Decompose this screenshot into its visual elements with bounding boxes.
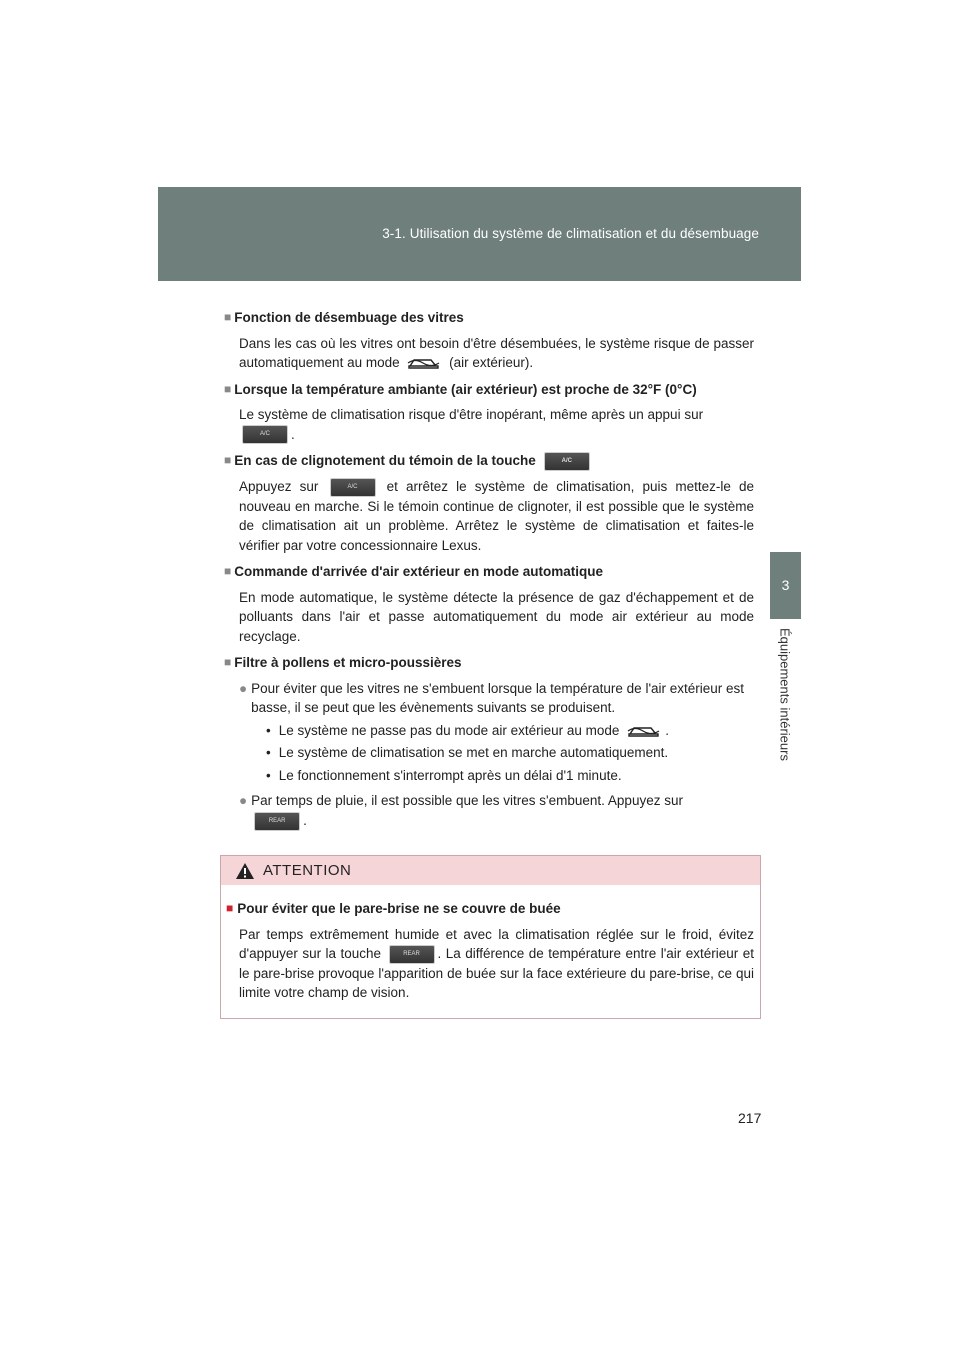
square-bullet-icon: ■ xyxy=(224,310,232,324)
section-title: ■ Lorsque la température ambiante (air extérieur) est proche de 32°F (0°C) xyxy=(224,380,754,400)
red-square-bullet-icon: ■ xyxy=(226,901,234,915)
section-title: ■ Filtre à pollens et micro-poussières xyxy=(224,653,754,673)
square-bullet-icon: ■ xyxy=(224,381,232,396)
square-bullet-icon: ■ xyxy=(224,453,232,468)
section-title: ■ En cas de clignotement du témoin de la touche A/C xyxy=(224,451,754,471)
chapter-title: 3-1. Utilisation du système de climatisation et du désembuage xyxy=(382,226,759,241)
list-item: ● Par temps de pluie, il est possible que les vitres s'embuent. Appuyez sur REAR . xyxy=(224,791,754,830)
rear-defog-button-icon: REAR xyxy=(254,812,300,831)
warning-text: Par temps extrêmement humide et avec la climatisation réglée sur le froid, évitez d'appuyer sur la touche REAR . La différence de température entre l'air extérieur et le pare-brise provoque l'apparition de buée sur la face extérieure du pare-brise, ce qui limite votre champ de vision. xyxy=(239,926,754,1001)
chapter-header xyxy=(158,187,801,281)
square-bullet-icon: ■ xyxy=(224,655,232,670)
page-number: 217 xyxy=(738,1110,762,1126)
outside-air-icon xyxy=(627,723,661,739)
defog-button-icon: REAR xyxy=(389,945,435,964)
list-item: ● Pour éviter que les vitres ne s'embuent lorsque la température de l'air extérieur est basse, il se peut que les évènements suivants se produisent. xyxy=(224,679,754,718)
main-content xyxy=(224,308,754,831)
section-title: ■ Commande d'arrivée d'air extérieur en mode automatique xyxy=(224,562,754,582)
warning-title: ■ Pour éviter que le pare-brise ne se couvre de buée xyxy=(226,899,754,919)
circle-bullet-icon: ● xyxy=(239,793,248,809)
warning-box xyxy=(220,855,761,1019)
section-text: Le système de climatisation risque d'être inopérant, même après un appui sur A/C . xyxy=(224,405,754,444)
ac-button-icon: A/C xyxy=(330,478,376,497)
section-title: ■ Fonction de désembuage des vitres xyxy=(224,308,754,328)
sub-list-item: • Le fonctionnement s'interrompt après un délai d'1 minute. xyxy=(266,767,622,783)
section-text: En mode automatique, le système détecte la présence de gaz d'échappement et de polluants dans l'air et passe automatiquement du mode air extérieur au mode recyclage. xyxy=(239,589,754,644)
section-text: Dans les cas où les vitres ont besoin d'être désembuées, le système risque de passer automatiquement au mode (air extérieur). xyxy=(239,335,754,370)
ac-button-icon: A/C xyxy=(242,425,288,444)
sub-list-item: • Le système de climatisation se met en marche automatiquement. xyxy=(266,745,669,761)
ac-button-icon: A/C xyxy=(544,452,590,471)
sub-list-item: • Le système ne passe pas du mode air extérieur au mode . xyxy=(266,722,669,738)
warning-header: ATTENTION xyxy=(221,856,760,885)
warning-triangle-icon xyxy=(235,862,255,880)
outside-air-icon xyxy=(407,355,441,371)
square-bullet-icon: ■ xyxy=(224,564,232,579)
warning-body xyxy=(221,885,760,1003)
chapter-number-tab: 3 xyxy=(770,552,801,619)
section-text: Appuyez sur A/C et arrêtez le système de climatisation, puis mettez-le de nouveau en marche. Si le témoin continue de clignoter, il est possible que le système de climatisation ait un problème. Arrêtez le système de climatisation et faites-le vérifier par votre concessionnaire Lexus. xyxy=(239,478,754,553)
chapter-side-label: Équipements intérieurs xyxy=(777,628,793,761)
circle-bullet-icon: ● xyxy=(239,680,248,696)
